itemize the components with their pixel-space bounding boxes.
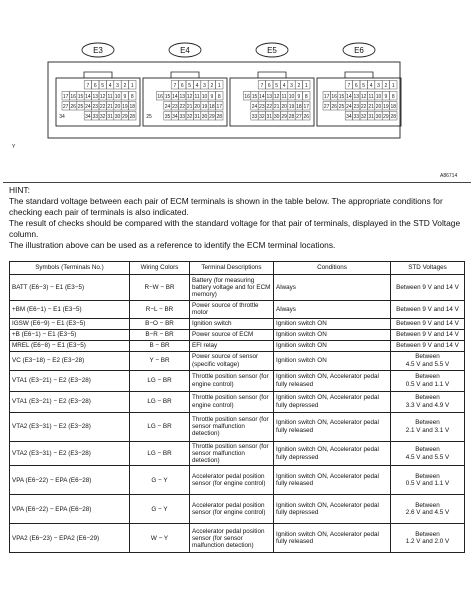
- cell-condition: Ignition switch ON, Accelerator pedal fully released: [274, 466, 391, 495]
- terminal-number: 24: [346, 104, 352, 110]
- connector-illustration: [0, 0, 474, 181]
- terminal-number: 8: [217, 94, 221, 100]
- hint-line: The standard voltage between each pair of ECM terminals is shown in the table below. The appropriate conditions for checking each pair of terminals is also indicated.: [9, 196, 443, 218]
- terminal-number: 5: [275, 83, 279, 89]
- cell-symbol: VTA2 (E3−31) − E2 (E3−28): [10, 441, 130, 466]
- hint-line: The illustration above can be used as a reference to identify the ECM terminal locations.: [9, 240, 336, 251]
- cell-description: Throttle position sensor (for sensor malfunction detection): [190, 412, 274, 441]
- cell-description: Ignition switch: [190, 318, 274, 329]
- connector-latch: [258, 72, 286, 78]
- figure-id: A86714: [440, 173, 458, 179]
- terminal-number: 15: [77, 94, 84, 100]
- terminal-number: 14: [259, 94, 265, 100]
- top-divider: [3, 182, 471, 183]
- cell-wiring-color: B−O − BR: [130, 318, 190, 329]
- terminal-number: 17: [323, 94, 330, 100]
- cell-wiring-color: LG − BR: [130, 370, 190, 391]
- terminal-number: 20: [281, 104, 287, 110]
- terminal-number: 19: [288, 104, 295, 110]
- terminal-number: 7: [260, 83, 264, 89]
- terminal-number: 14: [172, 94, 178, 100]
- terminal-number: 5: [101, 83, 105, 89]
- terminal-number: 15: [338, 94, 345, 100]
- terminal-number: 8: [130, 94, 134, 100]
- terminal-number: 22: [99, 104, 106, 110]
- cell-condition: Ignition switch ON, Accelerator pedal fully depressed: [274, 441, 391, 466]
- terminal-number: 5: [362, 83, 366, 89]
- table-row: [10, 495, 465, 524]
- cell-std-voltage: Between 0.5 V and 1.1 V: [391, 370, 465, 391]
- terminal-number: 27: [62, 104, 69, 110]
- table-row: [10, 301, 465, 319]
- cell-description: Throttle position sensor (for engine control): [190, 391, 274, 412]
- terminal-number: 34: [85, 114, 91, 120]
- terminal-number: 10: [288, 94, 295, 100]
- terminal-number: 25: [338, 104, 345, 110]
- terminal-number: 11: [281, 94, 287, 100]
- terminal-number: 18: [209, 104, 215, 110]
- terminal-number: 7: [86, 83, 90, 89]
- terminal-number: 6: [93, 83, 97, 89]
- terminal-number: 9: [123, 94, 127, 100]
- terminal-number: 27: [296, 114, 302, 120]
- terminal-number: 20: [114, 104, 121, 110]
- terminal-number: 30: [273, 114, 280, 120]
- terminal-number: 33: [353, 114, 360, 120]
- cell-wiring-color: LG − BR: [130, 412, 190, 441]
- cell-std-voltage: Between 0.5 V and 1.1 V: [391, 466, 465, 495]
- terminal-number: 12: [99, 94, 106, 100]
- terminal-number: 32: [259, 114, 265, 120]
- hint-section: [9, 185, 467, 252]
- terminal-number: 22: [360, 104, 367, 110]
- cell-description: Accelerator pedal position sensor (for engine control): [190, 495, 274, 524]
- terminal-number: 23: [259, 104, 265, 110]
- cell-condition: Ignition switch ON, Accelerator pedal fully released: [274, 370, 391, 391]
- terminal-number: 12: [360, 94, 367, 100]
- terminal-number: 32: [186, 114, 193, 120]
- hint-line: The result of checks should be compared with the standard voltage for that pair of terminals, displayed in the STD Voltage column.: [9, 218, 461, 240]
- cell-condition: Ignition switch ON: [274, 340, 391, 351]
- terminal-number: 21: [273, 104, 280, 110]
- header-conditions: Conditions: [274, 262, 391, 275]
- table-body: [10, 275, 465, 553]
- terminal-number: 35: [164, 114, 171, 120]
- cell-description: Throttle position sensor (for engine control): [190, 370, 274, 391]
- cell-symbol: VTA1 (E3−21) − E2 (E3−28): [10, 370, 130, 391]
- terminal-number: 9: [384, 94, 388, 100]
- terminal-number: 19: [201, 104, 208, 110]
- cell-std-voltage: Between 9 V and 14 V: [391, 275, 465, 301]
- cell-wiring-color: W − Y: [130, 524, 190, 553]
- terminal-number: 30: [375, 114, 382, 120]
- terminal-number: 13: [92, 94, 99, 100]
- cell-wiring-color: Y − BR: [130, 351, 190, 370]
- terminal-number: 16: [244, 94, 250, 100]
- cell-symbol: +BM (E6−1) − E1 (E3−5): [10, 301, 130, 319]
- terminal-number: 27: [323, 104, 330, 110]
- terminal-number: 5: [188, 83, 192, 89]
- terminal-number: 31: [266, 114, 273, 120]
- terminal-number: 34: [59, 114, 65, 120]
- terminal-number: 4: [369, 83, 373, 89]
- terminal-number: 2: [123, 83, 127, 89]
- terminal-number: 11: [368, 94, 374, 100]
- terminal-number: 15: [164, 94, 171, 100]
- terminal-number: 14: [85, 94, 91, 100]
- connector-latch: [171, 72, 199, 78]
- cell-symbol: +B (E6−1) − E1 (E3−5): [10, 329, 130, 340]
- terminal-number: 1: [217, 83, 221, 89]
- table-row: [10, 340, 465, 351]
- cell-description: Power source of throttle motor: [190, 301, 274, 319]
- cell-description: Throttle position sensor (for sensor malfunction detection): [190, 441, 274, 466]
- table-row: [10, 441, 465, 466]
- cell-std-voltage: Between 9 V and 14 V: [391, 329, 465, 340]
- terminal-number: 22: [179, 104, 186, 110]
- cell-wiring-color: G − Y: [130, 495, 190, 524]
- cell-std-voltage: Between 4.5 V and 5.5 V: [391, 441, 465, 466]
- cell-symbol: IGSW (E6−9) − E1 (E3−5): [10, 318, 130, 329]
- terminal-voltage-table: [9, 261, 465, 553]
- table-row: [10, 351, 465, 370]
- cell-description: EFI relay: [190, 340, 274, 351]
- cell-symbol: VPA (E6−22) − EPA (E6−28): [10, 495, 130, 524]
- terminal-number: 21: [186, 104, 193, 110]
- terminal-number: 11: [107, 94, 113, 100]
- ecm-connector-diagram: [0, 0, 474, 181]
- terminal-number: 15: [251, 94, 258, 100]
- terminal-number: 24: [164, 104, 171, 110]
- cell-std-voltage: Between 9 V and 14 V: [391, 318, 465, 329]
- terminal-number: 30: [114, 114, 121, 120]
- terminal-number: 17: [62, 94, 69, 100]
- cell-condition: Always: [274, 275, 391, 301]
- terminal-number: 18: [296, 104, 302, 110]
- table-row: [10, 318, 465, 329]
- table-row: [10, 275, 465, 301]
- terminal-number: 2: [297, 83, 301, 89]
- cell-description: Accelerator pedal position sensor (for engine control): [190, 466, 274, 495]
- terminal-number: 2: [210, 83, 214, 89]
- terminal-number: 26: [331, 104, 337, 110]
- terminal-number: 21: [107, 104, 113, 110]
- cell-description: Power source of sensor (specific voltage): [190, 351, 274, 370]
- terminal-number: 29: [281, 114, 287, 120]
- cell-description: Accelerator pedal position sensor (for sensor malfunction detection): [190, 524, 274, 553]
- terminal-number: 3: [290, 83, 293, 89]
- terminal-number: 20: [194, 104, 200, 110]
- cell-std-voltage: Between 1.2 V and 2.0 V: [391, 524, 465, 553]
- terminal-number: 31: [107, 114, 113, 120]
- hint-title: HINT:: [9, 185, 30, 195]
- terminal-number: 28: [390, 114, 397, 120]
- cell-condition: Ignition switch ON, Accelerator pedal fully released: [274, 412, 391, 441]
- terminal-number: 4: [108, 83, 112, 89]
- terminal-number: 3: [203, 83, 206, 89]
- terminal-number: 19: [122, 104, 128, 110]
- terminal-number: 28: [288, 114, 295, 120]
- terminal-number: 1: [391, 83, 395, 89]
- terminal-number: 18: [129, 104, 136, 110]
- terminal-number: 6: [267, 83, 271, 89]
- terminal-number: 6: [354, 83, 358, 89]
- terminal-number: 23: [353, 104, 360, 110]
- terminal-number: 9: [297, 94, 301, 100]
- terminal-number: 9: [210, 94, 214, 100]
- terminal-number: 30: [201, 114, 208, 120]
- header-std-voltages: STD Voltages: [391, 262, 465, 275]
- cell-condition: Ignition switch ON: [274, 351, 391, 370]
- terminal-number: 31: [194, 114, 200, 120]
- terminal-number: 21: [368, 104, 374, 110]
- cell-std-voltage: Between 9 V and 14 V: [391, 340, 465, 351]
- header-terminal-descriptions: Terminal Descriptions: [190, 262, 274, 275]
- terminal-number: 16: [157, 94, 163, 100]
- cell-wiring-color: R−L − BR: [130, 301, 190, 319]
- terminal-number: 2: [384, 83, 388, 89]
- cell-wiring-color: LG − BR: [130, 441, 190, 466]
- connector-label: E6: [354, 46, 364, 55]
- cell-wiring-color: LG − BR: [130, 391, 190, 412]
- cell-symbol: VC (E3−18) − E2 (E3−28): [10, 351, 130, 370]
- terminal-number: 1: [130, 83, 134, 89]
- cell-symbol: MREL (E6−8) − E1 (E3−5): [10, 340, 130, 351]
- terminal-number: 19: [383, 104, 389, 110]
- header-symbols: Symbols (Terminals No.): [10, 262, 130, 275]
- terminal-number: 16: [70, 94, 76, 100]
- terminal-number: 8: [391, 94, 395, 100]
- cell-description: Battery (for measuring battery voltage and for ECM memory): [190, 275, 274, 301]
- terminal-number: 6: [180, 83, 184, 89]
- terminal-number: 1: [304, 83, 308, 89]
- connector-label: E4: [180, 46, 190, 55]
- terminal-number: 8: [304, 94, 308, 100]
- header-wiring-colors: Wiring Colors: [130, 262, 190, 275]
- cell-std-voltage: Between 3.3 V and 4.9 V: [391, 391, 465, 412]
- connector-latch: [345, 72, 373, 78]
- terminal-number: 3: [116, 83, 119, 89]
- cell-symbol: VTA2 (E3−31) − E2 (E3−28): [10, 412, 130, 441]
- connector-label: E3: [93, 46, 103, 55]
- terminal-number: 17: [303, 104, 310, 110]
- terminal-number: 4: [282, 83, 286, 89]
- terminal-number: 10: [201, 94, 208, 100]
- terminal-number: 22: [266, 104, 273, 110]
- terminal-number: 33: [251, 114, 258, 120]
- cell-condition: Ignition switch ON, Accelerator pedal fully depressed: [274, 391, 391, 412]
- cell-wiring-color: B−R − BR: [130, 329, 190, 340]
- terminal-number: 3: [377, 83, 380, 89]
- terminal-number: 14: [346, 94, 352, 100]
- cell-symbol: VPA (E6−22) − EPA (E6−28): [10, 466, 130, 495]
- table-header-row: [10, 262, 465, 275]
- terminal-number: 25: [77, 104, 84, 110]
- terminal-number: 10: [114, 94, 121, 100]
- cell-symbol: BATT (E6−3) − E1 (E3−5): [10, 275, 130, 301]
- cell-condition: Ignition switch ON: [274, 318, 391, 329]
- cell-condition: Ignition switch ON: [274, 329, 391, 340]
- terminal-number: 10: [375, 94, 382, 100]
- terminal-number: 23: [172, 104, 178, 110]
- terminal-number: 26: [70, 104, 76, 110]
- terminal-number: 13: [266, 94, 273, 100]
- cell-condition: Ignition switch ON, Accelerator pedal fully released: [274, 524, 391, 553]
- terminal-number: 7: [347, 83, 351, 89]
- connector-label: E5: [267, 46, 277, 55]
- connector-latch: [84, 72, 112, 78]
- terminal-number: 11: [194, 94, 200, 100]
- cell-wiring-color: G − Y: [130, 466, 190, 495]
- terminal-number: 31: [368, 114, 374, 120]
- terminal-number: 29: [383, 114, 389, 120]
- terminal-number: 12: [273, 94, 280, 100]
- table-row: [10, 391, 465, 412]
- table-row: [10, 466, 465, 495]
- cell-std-voltage: Between 2.6 V and 4.5 V: [391, 495, 465, 524]
- terminal-number: 20: [375, 104, 382, 110]
- cell-condition: Always: [274, 301, 391, 319]
- terminal-number: 32: [99, 114, 106, 120]
- cell-wiring-color: R−W − BR: [130, 275, 190, 301]
- cell-symbol: VTA1 (E3−21) − E2 (E3−28): [10, 391, 130, 412]
- terminal-number: 13: [179, 94, 186, 100]
- cell-description: Power source of ECM: [190, 329, 274, 340]
- terminal-number: 16: [331, 94, 337, 100]
- cell-wiring-color: B − BR: [130, 340, 190, 351]
- cell-std-voltage: Between 2.1 V and 3.1 V: [391, 412, 465, 441]
- cell-symbol: VPA2 (E6−23) − EPA2 (E6−29): [10, 524, 130, 553]
- cell-std-voltage: Between 9 V and 14 V: [391, 301, 465, 319]
- terminal-number: 18: [390, 104, 397, 110]
- table-row: [10, 412, 465, 441]
- terminal-number: 23: [92, 104, 99, 110]
- terminal-number: 17: [216, 104, 223, 110]
- terminal-number: 33: [92, 114, 99, 120]
- table-row: [10, 524, 465, 553]
- table-row: [10, 370, 465, 391]
- table-row: [10, 329, 465, 340]
- terminal-number: 33: [179, 114, 186, 120]
- terminal-number: 25: [146, 114, 152, 120]
- terminal-number: 28: [216, 114, 223, 120]
- terminal-number: 12: [186, 94, 193, 100]
- terminal-number: 7: [173, 83, 177, 89]
- terminal-number: 28: [129, 114, 136, 120]
- terminal-number: 34: [172, 114, 178, 120]
- terminal-number: 34: [346, 114, 352, 120]
- terminal-number: 13: [353, 94, 360, 100]
- terminal-number: 29: [209, 114, 215, 120]
- cell-std-voltage: Between 4.5 V and 5.5 V: [391, 351, 465, 370]
- terminal-number: 24: [251, 104, 258, 110]
- terminal-number: 26: [303, 114, 310, 120]
- terminal-number: 29: [122, 114, 128, 120]
- terminal-number: 32: [360, 114, 367, 120]
- terminal-number: 4: [195, 83, 199, 89]
- connector-marker: Y: [12, 144, 16, 150]
- cell-condition: Ignition switch ON, Accelerator pedal fully depressed: [274, 495, 391, 524]
- terminal-number: 24: [85, 104, 91, 110]
